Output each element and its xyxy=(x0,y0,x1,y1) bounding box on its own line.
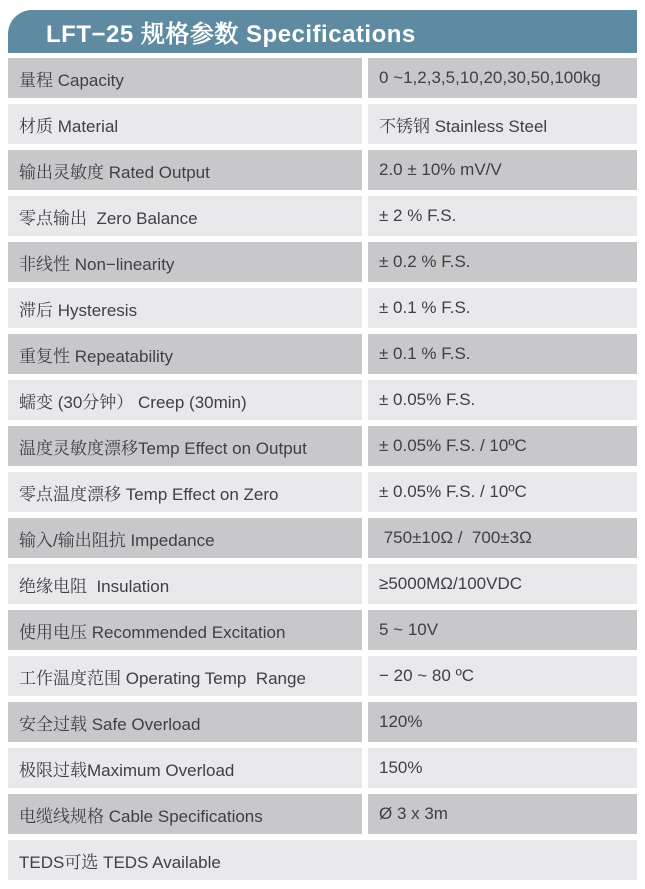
row-value: ≥5000MΩ/100VDC xyxy=(368,564,637,604)
row-label: TEDS可选 TEDS Available xyxy=(8,840,637,880)
table-row xyxy=(8,564,637,604)
row-value: 150% xyxy=(368,748,637,788)
row-label: 滞后 Hysteresis xyxy=(8,288,362,328)
row-label: 零点输出 Zero Balance xyxy=(8,196,362,236)
table-row xyxy=(8,656,637,696)
row-value: 2.0 ± 10% mV/V xyxy=(368,150,637,190)
row-label: 电缆线规格 Cable Specifications xyxy=(8,794,362,834)
row-value: Ø 3 x 3m xyxy=(368,794,637,834)
table-row xyxy=(8,518,637,558)
table-row xyxy=(8,150,637,190)
table-row xyxy=(8,334,637,374)
row-value: 0 ~1,2,3,5,10,20,30,50,100kg xyxy=(368,58,637,98)
row-label: 绝缘电阻 Insulation xyxy=(8,564,362,604)
row-value: ± 0.05% F.S. / 10ºC xyxy=(368,472,637,512)
page-title: LFT−25 规格参数 Specifications xyxy=(46,21,416,48)
row-label: 蠕变 (30分钟） Creep (30min) xyxy=(8,380,362,420)
row-value: 不锈钢 Stainless Steel xyxy=(368,104,637,144)
table-row xyxy=(8,702,637,742)
row-label: 输入/输出阻抗 Impedance xyxy=(8,518,362,558)
row-label: 材质 Material xyxy=(8,104,362,144)
row-label: 量程 Capacity xyxy=(8,58,362,98)
row-label: 零点温度漂移 Temp Effect on Zero xyxy=(8,472,362,512)
row-value: − 20 ~ 80 ºC xyxy=(368,656,637,696)
table-row xyxy=(8,58,637,98)
table-row xyxy=(8,840,637,880)
table-row xyxy=(8,288,637,328)
row-label: 温度灵敏度漂移Temp Effect on Output xyxy=(8,426,362,466)
spec-table xyxy=(8,58,637,880)
row-label: 极限过载Maximum Overload xyxy=(8,748,362,788)
row-value: ± 0.1 % F.S. xyxy=(368,334,637,374)
table-row xyxy=(8,794,637,834)
row-value: 5 ~ 10V xyxy=(368,610,637,650)
table-row xyxy=(8,380,637,420)
row-label: 非线性 Non−linearity xyxy=(8,242,362,282)
row-label: 重复性 Repeatability xyxy=(8,334,362,374)
row-value: ± 2 % F.S. xyxy=(368,196,637,236)
table-row xyxy=(8,426,637,466)
table-row xyxy=(8,610,637,650)
row-value: ± 0.05% F.S. / 10ºC xyxy=(368,426,637,466)
row-label: 工作温度范围 Operating Temp Range xyxy=(8,656,362,696)
row-label: 安全过载 Safe Overload xyxy=(8,702,362,742)
table-row xyxy=(8,472,637,512)
row-label: 输出灵敏度 Rated Output xyxy=(8,150,362,190)
table-row xyxy=(8,196,637,236)
row-value: ± 0.2 % F.S. xyxy=(368,242,637,282)
table-row xyxy=(8,104,637,144)
row-value: ± 0.1 % F.S. xyxy=(368,288,637,328)
row-value: 750±10Ω / 700±3Ω xyxy=(368,518,637,558)
table-row xyxy=(8,748,637,788)
table-row xyxy=(8,242,637,282)
header-bar xyxy=(8,10,637,53)
row-value: ± 0.05% F.S. xyxy=(368,380,637,420)
row-label: 使用电压 Recommended Excitation xyxy=(8,610,362,650)
row-value: 120% xyxy=(368,702,637,742)
